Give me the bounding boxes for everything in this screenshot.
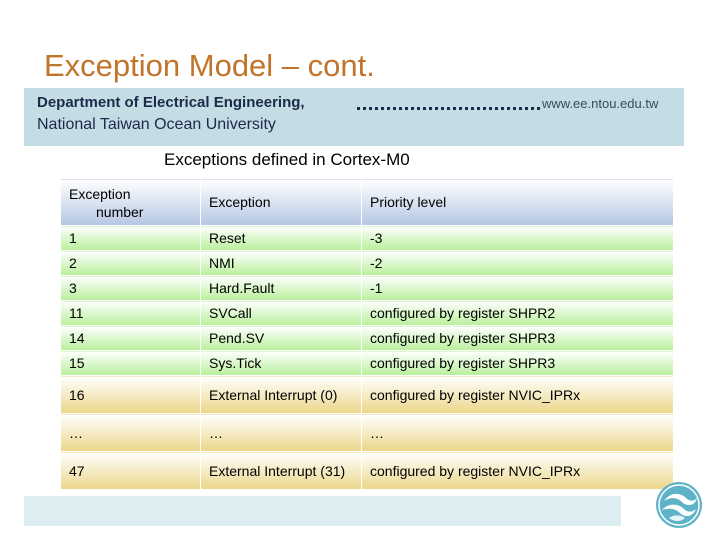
exception-number-cell: 1 — [61, 226, 201, 251]
priority-level-cell: configured by register NVIC_IPRx — [362, 376, 674, 414]
exception-number-cell: 14 — [61, 326, 201, 351]
exception-name-cell: External Interrupt (0) — [201, 376, 362, 414]
exception-name-cell: Pend.SV — [201, 326, 362, 351]
exception-number-cell: 16 — [61, 376, 201, 414]
table-row — [61, 414, 674, 452]
department-banner — [24, 88, 684, 146]
exception-number-cell: 3 — [61, 276, 201, 301]
exception-name-cell: Reset — [201, 226, 362, 251]
slide-title: Exception Model – cont. — [44, 48, 375, 83]
exception-number-cell: 11 — [61, 301, 201, 326]
department-name: Department of Electrical Engineering, — [37, 94, 305, 111]
header-exception-number — [61, 179, 201, 226]
exception-name-cell: … — [201, 414, 362, 452]
priority-level-cell: -2 — [362, 251, 674, 276]
exception-name-cell: SVCall — [201, 301, 362, 326]
footer-band — [24, 496, 621, 526]
exception-number-cell: 2 — [61, 251, 201, 276]
priority-level-cell: configured by register SHPR3 — [362, 326, 674, 351]
priority-level-cell: configured by register SHPR2 — [362, 301, 674, 326]
header-number-line1: Exception — [69, 186, 131, 202]
exceptions-table — [60, 178, 674, 490]
header-exception: Exception — [201, 179, 362, 226]
priority-level-cell: -3 — [362, 226, 674, 251]
exception-name-cell: Sys.Tick — [201, 351, 362, 376]
department-url: www.ee.ntou.edu.tw — [542, 96, 659, 111]
table-caption: Exceptions defined in Cortex-M0 — [164, 150, 410, 169]
table-row — [61, 226, 674, 251]
exception-name-cell: External Interrupt (31) — [201, 452, 362, 490]
exception-number-cell: 47 — [61, 452, 201, 490]
priority-level-cell: … — [362, 414, 674, 452]
university-name: National Taiwan Ocean University — [37, 116, 276, 133]
header-number-line2: number — [96, 204, 144, 220]
exception-number-cell: … — [61, 414, 201, 452]
table-header-row — [61, 179, 674, 226]
priority-level-cell: configured by register SHPR3 — [362, 351, 674, 376]
table-row — [61, 376, 674, 414]
table-row — [61, 301, 674, 326]
exception-name-cell: Hard.Fault — [201, 276, 362, 301]
exception-name-cell: NMI — [201, 251, 362, 276]
table-row — [61, 351, 674, 376]
header-priority-level: Priority level — [362, 179, 674, 226]
priority-level-cell: -1 — [362, 276, 674, 301]
ntou-wave-logo-icon — [655, 481, 703, 529]
table-row — [61, 326, 674, 351]
table-row — [61, 276, 674, 301]
dotted-leader — [357, 107, 540, 110]
table-row — [61, 251, 674, 276]
exception-number-cell: 15 — [61, 351, 201, 376]
priority-level-cell: configured by register NVIC_IPRx — [362, 452, 674, 490]
table-row — [61, 452, 674, 490]
